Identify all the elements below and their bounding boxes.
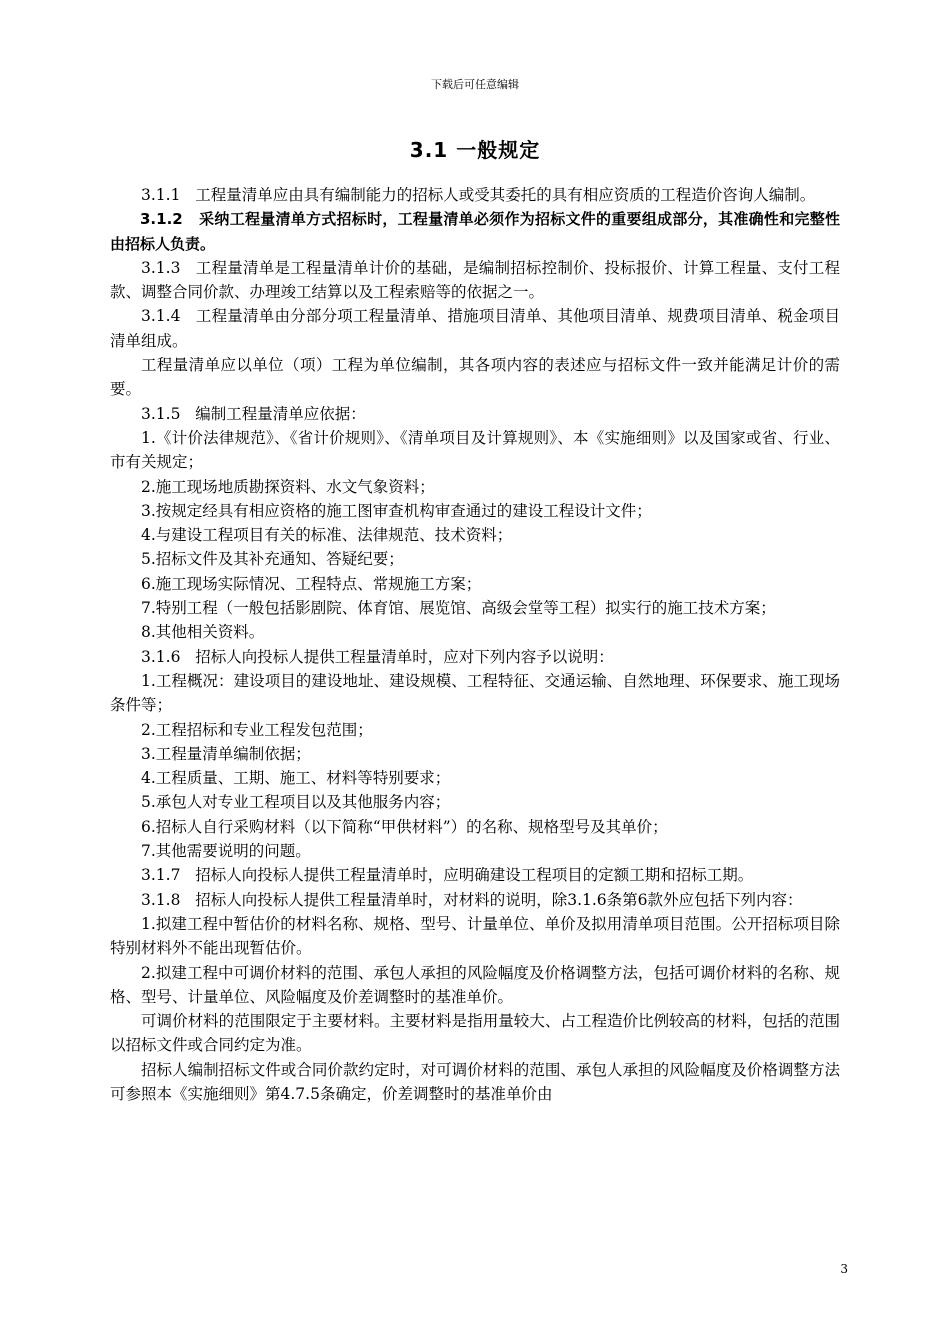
clause-3-1-6-item: 2.工程招标和专业工程发包范围； <box>141 720 373 739</box>
clause-3-1-7: 3.1.7 招标人向投标人提供工程量清单时，应明确建设工程项目的定额工期和招标工期。 <box>141 866 754 885</box>
clause-3-1-8-item: 2.拟建工程中可调价材料的范围、承包人承担的风险幅度及价格调整方法，包括可调价材料的名称、规格、型号、计量单位、风险幅度及价差调整时的基准单价。 <box>110 963 840 1006</box>
clause-3-1-4-note: 工程量清单应以单位（项）工程为单位编制，其各项内容的表述应与招标文件一致并能满足计价的需要。 <box>110 356 840 399</box>
clause-3-1-2: 3.1.2 采纳工程量清单方式招标时，工程量清单必须作为招标文件的重要组成部分，其准确性和完整性由招标人负责。 <box>110 210 840 253</box>
clause-3-1-5-item: 8.其他相关资料。 <box>141 623 265 642</box>
clause-3-1-5-item: 5.招标文件及其补充通知、答疑纪要； <box>141 550 404 569</box>
clause-3-1-6-item: 4.工程质量、工期、施工、材料等特别要求； <box>141 769 451 788</box>
document-body <box>110 183 840 1106</box>
clause-3-1-5-item: 3.按规定经具有相应资格的施工图审查机构审查通过的建设工程设计文件； <box>141 501 652 520</box>
page-number: 3 <box>840 1262 848 1276</box>
section-title: 3.1 一般规定 <box>409 138 541 162</box>
clause-3-1-1: 3.1.1 工程量清单应由具有编制能力的招标人或受其委托的具有相应资质的工程造价咨询人编制。 <box>141 186 816 204</box>
clause-3-1-6-item: 6.招标人自行采购材料（以下简称“甲供材料”）的名称、规格型号及其单价； <box>141 817 668 836</box>
clause-3-1-5-item: 1.《计价法律规范》、《省计价规则》、《清单项目及计算规则》、本《实施细则》以及国家或省、行业、市有关规定； <box>110 428 840 472</box>
clause-3-1-5-item: 7.特别工程（一般包括影剧院、体育馆、展览馆、高级会堂等工程）拟实行的施工技术方案； <box>141 599 776 618</box>
page-header-note: 下载后可任意编辑 <box>431 78 519 91</box>
clause-3-1-5-item: 4.与建设工程项目有关的标准、法律规范、技术资料； <box>141 526 513 545</box>
clause-3-1-8: 3.1.8 招标人向投标人提供工程量清单时，对材料的说明，除3.1.6条第6款外应包括下列内容： <box>141 890 803 909</box>
clause-3-1-6-item: 5.承包人对专业工程项目以及其他服务内容； <box>141 793 451 812</box>
clause-3-1-5-item: 2.施工现场地质勘探资料、水文气象资料； <box>141 477 435 496</box>
clause-3-1-6-item: 7.其他需要说明的问题。 <box>141 842 311 861</box>
clause-3-1-8-note: 招标人编制招标文件或合同价款约定时，对可调价材料的范围、承包人承担的风险幅度及价格调整方法可参照本《实施细则》第4.7.5条确定，价差调整时的基准单价由 <box>110 1060 840 1103</box>
clause-3-1-3: 3.1.3 工程量清单是工程量清单计价的基础，是编制招标控制价、投标报价、计算工程量、支付工程款、调整合同价款、办理竣工结算以及工程索赔等的依据之一。 <box>110 258 840 302</box>
clause-3-1-6-item: 3.工程量清单编制依据； <box>141 744 311 763</box>
clause-3-1-4: 3.1.4 工程量清单由分部分项工程量清单、措施项目清单、其他项目清单、规费项目清单、税金项目清单组成。 <box>110 307 840 350</box>
clause-3-1-5-item: 6.施工现场实际情况、工程特点、常规施工方案； <box>141 574 482 593</box>
clause-3-1-8-note: 可调价材料的范围限定于主要材料。主要材料是指用量较大、占工程造价比例较高的材料，包括的范围以招标文件或合同约定为准。 <box>110 1012 840 1055</box>
clause-3-1-6: 3.1.6 招标人向投标人提供工程量清单时，应对下列内容予以说明： <box>141 647 614 666</box>
clause-3-1-6-item: 1.工程概况：建设项目的建设地址、建设规模、工程特征、交通运输、自然地理、环保要求、施工现场条件等； <box>110 671 840 715</box>
clause-3-1-8-item: 1.拟建工程中暂估价的材料名称、规格、型号、计量单位、单价及拟用清单项目范围。公开招标项目除特别材料外不能出现暂估价。 <box>110 914 840 958</box>
clause-3-1-5: 3.1.5 编制工程量清单应依据： <box>141 404 366 423</box>
